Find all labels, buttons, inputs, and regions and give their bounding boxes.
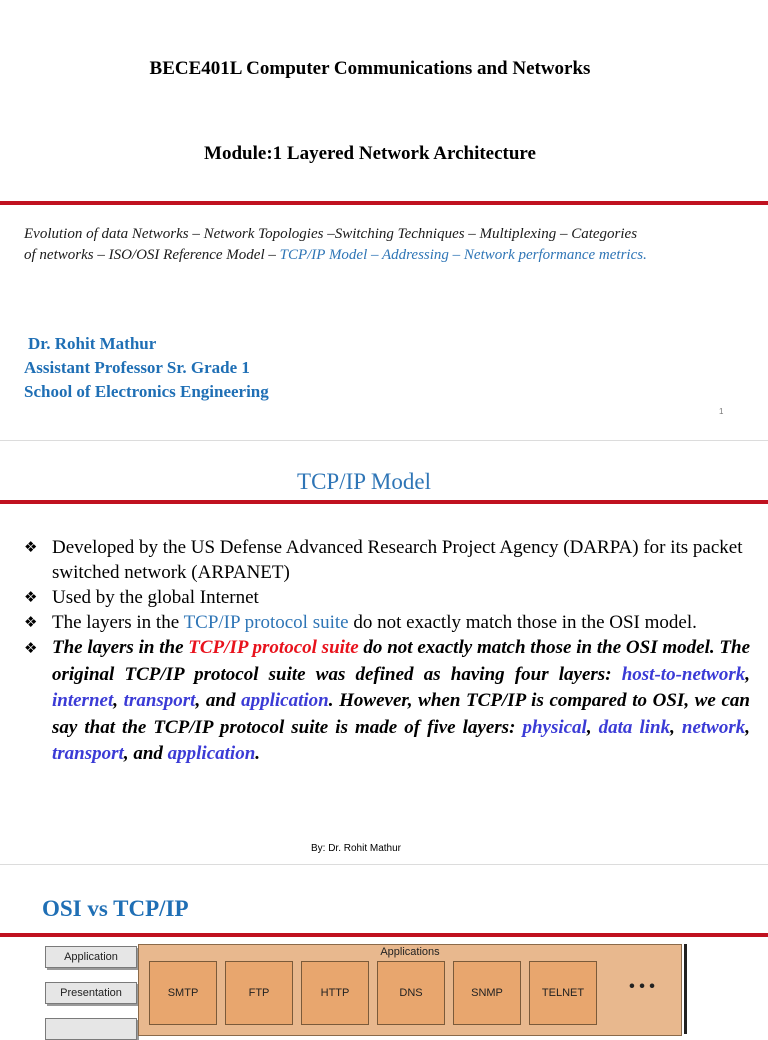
bullet-darpa	[24, 535, 750, 585]
b4-end: .	[255, 743, 261, 764]
osi-layer-presentation: Presentation	[45, 982, 137, 1004]
protocol-dns: DNS	[377, 961, 445, 1025]
slide-3-title: OSI vs TCP/IP	[42, 896, 189, 921]
bullet-layers-highlight: TCP/IP protocol suite	[183, 612, 349, 633]
osi-layer-session	[45, 1018, 137, 1040]
b4-text-1: The layers in the	[52, 637, 189, 658]
syllabus-text	[24, 224, 754, 266]
b4-and-1: , and	[195, 690, 242, 711]
syllabus-line-2-blue: TCP/IP Model – Addressing – Network performance metrics.	[279, 247, 647, 263]
slide-2-divider	[0, 500, 768, 504]
term-transport-2: transport	[52, 743, 124, 764]
term-application-2: application	[167, 743, 256, 764]
author-title: Assistant Professor Sr. Grade 1	[24, 358, 250, 377]
protocol-telnet: TELNET	[529, 961, 597, 1025]
bullet-darpa-text: Developed by the US Defense Advanced Research Project Agency (DARPA) for its packet switched network (ARPANET)	[52, 537, 743, 583]
term-host-to-network: host-to-network	[621, 663, 746, 685]
b4-text-3: . However, when TCP/IP is compared to OSI, we can say that the TCP/IP protocol suite is made of five layers:	[52, 690, 750, 738]
slide-separator	[0, 864, 768, 865]
applications-label: Applications	[380, 946, 440, 958]
slide-3-divider	[0, 933, 768, 937]
bullet-layers-post: do not exactly match those in the OSI model.	[348, 612, 697, 633]
syllabus-line-2	[24, 245, 754, 266]
b4-text-2: do not exactly match those in the OSI model. The original TCP/IP protocol suite was defined as having four layers:	[52, 637, 751, 685]
protocol-smtp: SMTP	[149, 961, 217, 1025]
b4-and-2: , and	[123, 743, 168, 764]
diamond-bullet-icon: ❖	[24, 588, 38, 606]
bullet-internet-text: Used by the global Internet	[52, 587, 259, 608]
b4-sep-2: ,	[113, 690, 124, 711]
syllabus-line-2-black: of networks – ISO/OSI Reference Model –	[24, 247, 280, 263]
module-title: Module:1 Layered Network Architecture	[204, 143, 536, 164]
author-block	[24, 332, 269, 404]
right-edge-bar	[684, 944, 687, 1034]
protocol-ftp: FTP	[225, 961, 293, 1025]
bullet-internet	[24, 585, 750, 610]
bullet-five-layers	[24, 635, 750, 768]
b4-sep-1: ,	[745, 663, 750, 685]
b4-sep-5: ,	[745, 716, 750, 738]
bullet-list	[24, 535, 750, 768]
diamond-bullet-icon: ❖	[24, 613, 38, 631]
term-internet: internet	[52, 690, 114, 711]
author-school: School of Electronics Engineering	[24, 382, 269, 401]
syllabus-line-1: Evolution of data Networks – Network Topologies –Switching Techniques – Multiplexing – Categories	[24, 226, 638, 242]
slide-1-divider	[0, 201, 768, 205]
bullet-layers	[24, 610, 750, 635]
b4-sep-4: ,	[670, 716, 682, 738]
term-application: application	[241, 690, 329, 711]
diamond-bullet-icon: ❖	[24, 538, 38, 556]
protocol-http: HTTP	[301, 961, 369, 1025]
protocol-snmp: SNMP	[453, 961, 521, 1025]
term-physical: physical	[522, 716, 587, 738]
slide-2	[0, 441, 768, 861]
byline: By: Dr. Rohit Mathur	[310, 843, 402, 854]
more-protocols-ellipsis: • • •	[629, 978, 655, 995]
slide-1	[0, 0, 768, 440]
bullet-layers-pre: The layers in the	[52, 612, 184, 633]
diamond-bullet-icon: ❖	[24, 639, 38, 657]
author-name: Dr. Rohit Mathur	[28, 334, 157, 353]
term-transport: transport	[123, 690, 196, 711]
slide-2-title: TCP/IP Model	[297, 469, 431, 494]
course-title: BECE401L Computer Communications and Networks	[149, 58, 591, 79]
term-network: network	[681, 716, 746, 738]
osi-layer-application: Application	[45, 946, 137, 968]
applications-box	[138, 944, 682, 1036]
page-number: 1	[719, 407, 724, 416]
b4-red-term: TCP/IP protocol suite	[188, 637, 359, 658]
slide-3	[0, 876, 768, 1024]
b4-sep-3: ,	[586, 716, 599, 738]
term-data-link: data link	[598, 716, 671, 738]
